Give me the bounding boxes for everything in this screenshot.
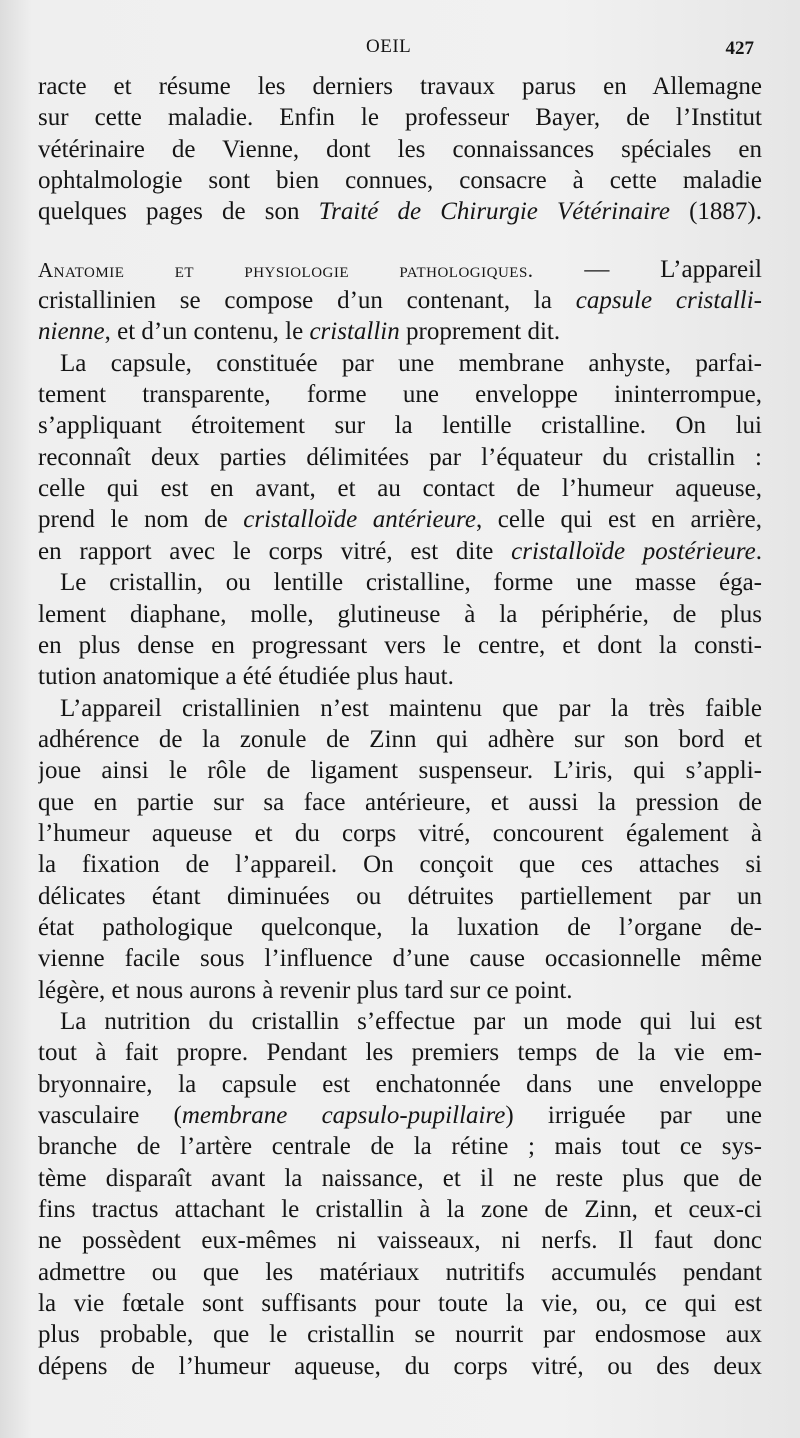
text-line: joue ainsi le rôle de ligament suspenseur. L’iris, qui s’appli- <box>38 757 762 785</box>
text-line <box>38 1100 762 1131</box>
text-line: en plus dense en progressant vers le centre, et dont la consti- <box>38 631 762 659</box>
text-run: vasculaire ( <box>38 1102 182 1129</box>
text-line: l’humeur aqueuse et du corps vitré, concourent également à <box>38 819 762 847</box>
text-line: Le cristallin, ou lentille cristalline, forme une masse éga- <box>60 569 762 597</box>
text-line: tout à fait propre. Pendant les premiers temps de la vie em- <box>38 1039 762 1067</box>
text-line: tution anatomique a été étudiée plus haut. <box>38 663 454 691</box>
text-line <box>38 196 762 227</box>
book-title: Traité de Chirurgie Vétérinaire <box>318 198 670 226</box>
text-line: La capsule, constituée par une membrane anhyste, parfai- <box>60 349 762 377</box>
paragraph-continuation <box>38 71 762 228</box>
text-line <box>38 254 762 285</box>
text-line <box>38 536 762 567</box>
text-run: quelques pages de son <box>38 198 319 226</box>
text-line: reconnaît deux parties délimitées par l’équateur du cristallin : <box>38 443 762 471</box>
text-line: adhérence de la zonule de Zinn qui adhère sur son bord et <box>38 725 762 753</box>
text-run: , celle qui est en arrière, <box>475 506 762 534</box>
text-line: vétérinaire de Vienne, dont les connaissances spéciales en <box>38 135 762 163</box>
text-run: — L’appareil <box>533 255 762 283</box>
text-line: celle qui est en avant, et au contact de l’humeur aqueuse, <box>38 475 762 503</box>
running-header <box>0 36 800 60</box>
text-run: (1887). <box>669 198 762 226</box>
text-line: admettre ou que les matériaux nutritifs accumulés pendant <box>38 1258 762 1286</box>
italic-term: cristalloïde postérieure <box>511 537 756 565</box>
text-run: prend le nom de <box>38 506 244 534</box>
section-intro <box>38 254 762 348</box>
text-line: s’appliquant étroitement sur la lentille cristalline. On lui <box>38 412 762 440</box>
text-line: état pathologique quelconque, la luxation de l’organe de- <box>38 913 762 941</box>
text-line: tème disparaît avant la naissance, et il ne reste plus que de <box>38 1164 762 1192</box>
text-run: . <box>755 537 762 565</box>
text-line: L’appareil cristallinien n’est maintenu que par la très faible <box>60 694 762 722</box>
italic-term: capsule cristalli- <box>575 287 762 315</box>
text-line: bryonnaire, la capsule est enchatonnée dans une enveloppe <box>38 1070 762 1098</box>
italic-term: nienne <box>38 318 105 346</box>
text-run: ) irriguée par une <box>505 1102 762 1129</box>
text-line: sur cette maladie. Enfin le professeur Bayer, de l’Institut <box>38 104 762 132</box>
text-line: racte et résume les derniers travaux parus en Allemagne <box>38 73 762 100</box>
section-heading: Anatomie et physiologie pathologiques. <box>38 257 534 282</box>
paragraph <box>38 567 762 692</box>
paragraph <box>38 348 762 567</box>
text-run: , et d’un contenu, le <box>104 318 310 346</box>
text-line <box>38 504 762 535</box>
text-line: lement diaphane, molle, glutineuse à la périphérie, de plus <box>38 600 762 628</box>
text-line <box>38 285 762 316</box>
text-line: tement transparente, forme une enveloppe ininterrompue, <box>38 381 762 409</box>
text-line: branche de l’artère centrale de la rétine ; mais tout ce sys- <box>38 1133 762 1161</box>
text-line: La nutrition du cristallin s’effectue par un mode qui lui est <box>60 1007 762 1035</box>
body-text <box>38 71 762 1382</box>
text-line: dépens de l’humeur aqueuse, du corps vitré, ou des deux <box>38 1352 762 1380</box>
italic-term: cristalloïde antérieure <box>243 506 476 534</box>
text-line: la vie fœtale sont suffisants pour toute la vie, ou, ce qui est <box>38 1290 762 1318</box>
italic-term: cristallin <box>309 318 400 346</box>
text-line: délicates étant diminuées ou détruites partiellement par un <box>38 882 762 910</box>
text-line: que en partie sur sa face antérieure, et aussi la pression de <box>38 788 762 816</box>
text-line: ne possèdent eux-mêmes ni vaisseaux, ni nerfs. Il faut donc <box>38 1227 762 1255</box>
page-number: 427 <box>725 38 754 59</box>
paragraph <box>38 693 762 1006</box>
running-title: OEIL <box>366 36 412 57</box>
text-line: fins tractus attachant le cristallin à la zone de Zinn, et ceux-ci <box>38 1196 762 1224</box>
text-line: plus probable, que le cristallin se nourrit par endosmose aux <box>38 1321 762 1349</box>
text-run: en rapport avec le corps vitré, est dite <box>38 537 512 565</box>
paragraph <box>38 1006 762 1382</box>
text-line <box>38 316 762 347</box>
text-run: cristallinien se compose d’un contenant, la <box>38 287 576 315</box>
text-line: légère, et nous aurons à revenir plus tard sur ce point. <box>38 976 573 1004</box>
text-line: vienne facile sous l’influence d’une cause occasionnelle même <box>38 945 762 973</box>
italic-term: membrane capsulo-pupillaire <box>181 1102 506 1129</box>
text-line: la fixation de l’appareil. On conçoit que ces attaches si <box>38 851 762 879</box>
text-line: ophtalmologie sont bien connues, consacre à cette maladie <box>38 167 762 195</box>
text-run: proprement dit. <box>399 318 561 346</box>
